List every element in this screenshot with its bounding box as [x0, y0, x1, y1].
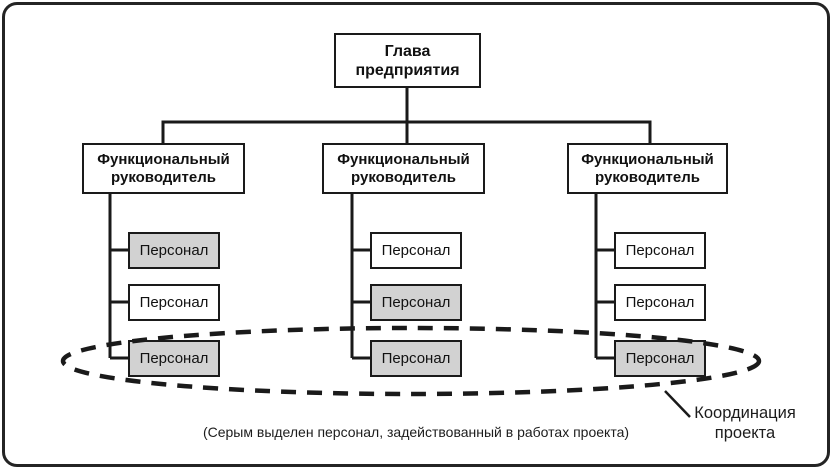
head-box: Глава предприятия	[334, 33, 481, 88]
personnel-box: Персонал	[614, 232, 706, 269]
functional-manager-box-1: Функциональный руководитель	[82, 143, 245, 194]
tree-connector-lines	[163, 88, 650, 143]
column-ladder-right	[596, 193, 615, 358]
legend-caption: (Серым выделен персонал, задействованный в работах проекта)	[202, 424, 630, 440]
functional-manager-box-3: Функциональный руководитель	[567, 143, 728, 194]
personnel-box: Персонал	[128, 284, 220, 321]
personnel-box: Персонал	[370, 340, 462, 377]
personnel-box: Персонал	[614, 284, 706, 321]
column-ladder-middle	[352, 193, 371, 358]
personnel-box: Персонал	[370, 232, 462, 269]
functional-manager-box-2: Функциональный руководитель	[322, 143, 485, 194]
column-ladder-left	[110, 193, 129, 358]
coordination-label: Координация проекта	[694, 404, 796, 442]
personnel-box: Персонал	[614, 340, 706, 377]
personnel-box: Персонал	[128, 340, 220, 377]
personnel-box: Персонал	[128, 232, 220, 269]
personnel-box: Персонал	[370, 284, 462, 321]
